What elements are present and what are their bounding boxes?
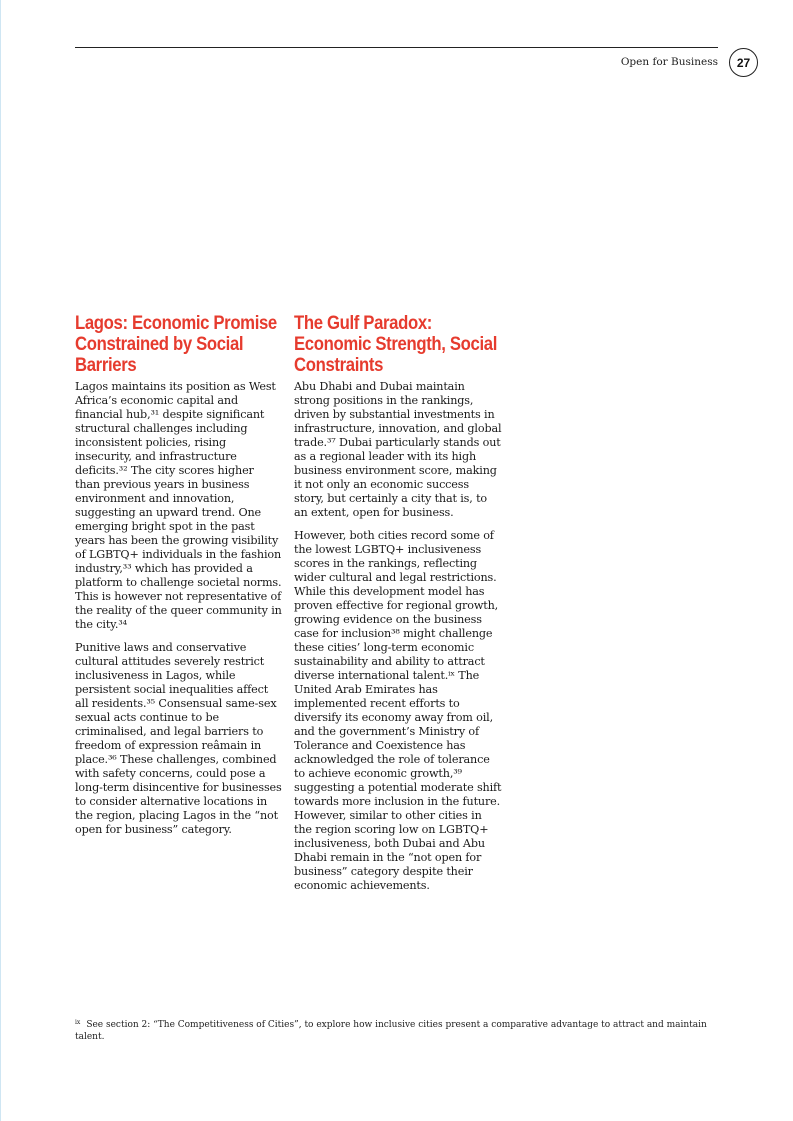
page-number: 27 [736,55,751,70]
header-rule [75,47,718,48]
page-number-badge [729,48,758,77]
page-edge-line [0,0,1,1121]
gulf-heading: The Gulf Paradox: Economic Strength, Social Constraints [294,313,498,376]
gulf-paragraph-2: However, both cities record some of the lowest LGBTQ+ inclusiveness scores in the rankings, reflecting wider cultural and legal restrictions. While this development model has proven effective for regional growth, growing evidence on the business case for inclusion³⁸ might challenge these cities’ long-term economic sustainability and ability to attract diverse international talent.ⁱˣ The United Arab Emirates has implemented recent efforts to diversify its economy away from oil, and the government’s Ministry of Tolerance and Coexistence has acknowledged the role of tolerance to achieve economic growth,³⁹ suggesting a potential moderate shift towards more inclusion in the future. However, similar to other cities in the region scoring low on LGBTQ+ inclusiveness, both Dubai and Abu Dhabi remain in the “not open for business” category despite their economic achievements. [294,529,502,892]
gulf-section [294,313,502,902]
lagos-paragraph-2: Punitive laws and conservative cultural attitudes severely restrict inclusiveness in Lagos, while persistent social inequalities affect all residents.³⁵ Consensual same-sex sexual acts continue to be criminalised, and legal barriers to freedom of expression reâmain in place.³⁶ These challenges, combined with safety concerns, could pose a long-term disincentive for businesses to consider alternative locations in the region, placing Lagos in the “not open for business” category. [75,641,282,836]
lagos-heading: Lagos: Economic Promise Constrained by Social Barriers [75,313,277,376]
footnote [75,1017,735,1043]
lagos-paragraph-1: Lagos maintains its position as West Africa’s economic capital and financial hub,³¹ despite significant structural challenges including inconsistent policies, rising insecurity, and infrastructure deficits.³² The city scores higher than previous years in business environment and innovation, suggesting an upward trend. One emerging bright spot in the past years has been the growing visibility of LGBTQ+ individuals in the fashion industry,³³ which has provided a platform to challenge societal norms. This is however not representative of the reality of the queer community in the city.³⁴ [75,380,282,631]
running-header-title: Open for Business [620,56,718,68]
footnote-text: See section 2: “The Competitiveness of Cities”, to explore how inclusive cities present a comparative advantage to attract and maintain talent. [75,1020,707,1042]
gulf-paragraph-1: Abu Dhabi and Dubai maintain strong positions in the rankings, driven by substantial investments in infrastructure, innovation, and global trade.³⁷ Dubai particularly stands out as a regional leader with its high business environment score, making it not only an economic success story, but certainly a city that is, to an extent, open for business. [294,380,502,519]
footnote-marker: ix [75,1019,81,1026]
lagos-section [75,313,282,846]
